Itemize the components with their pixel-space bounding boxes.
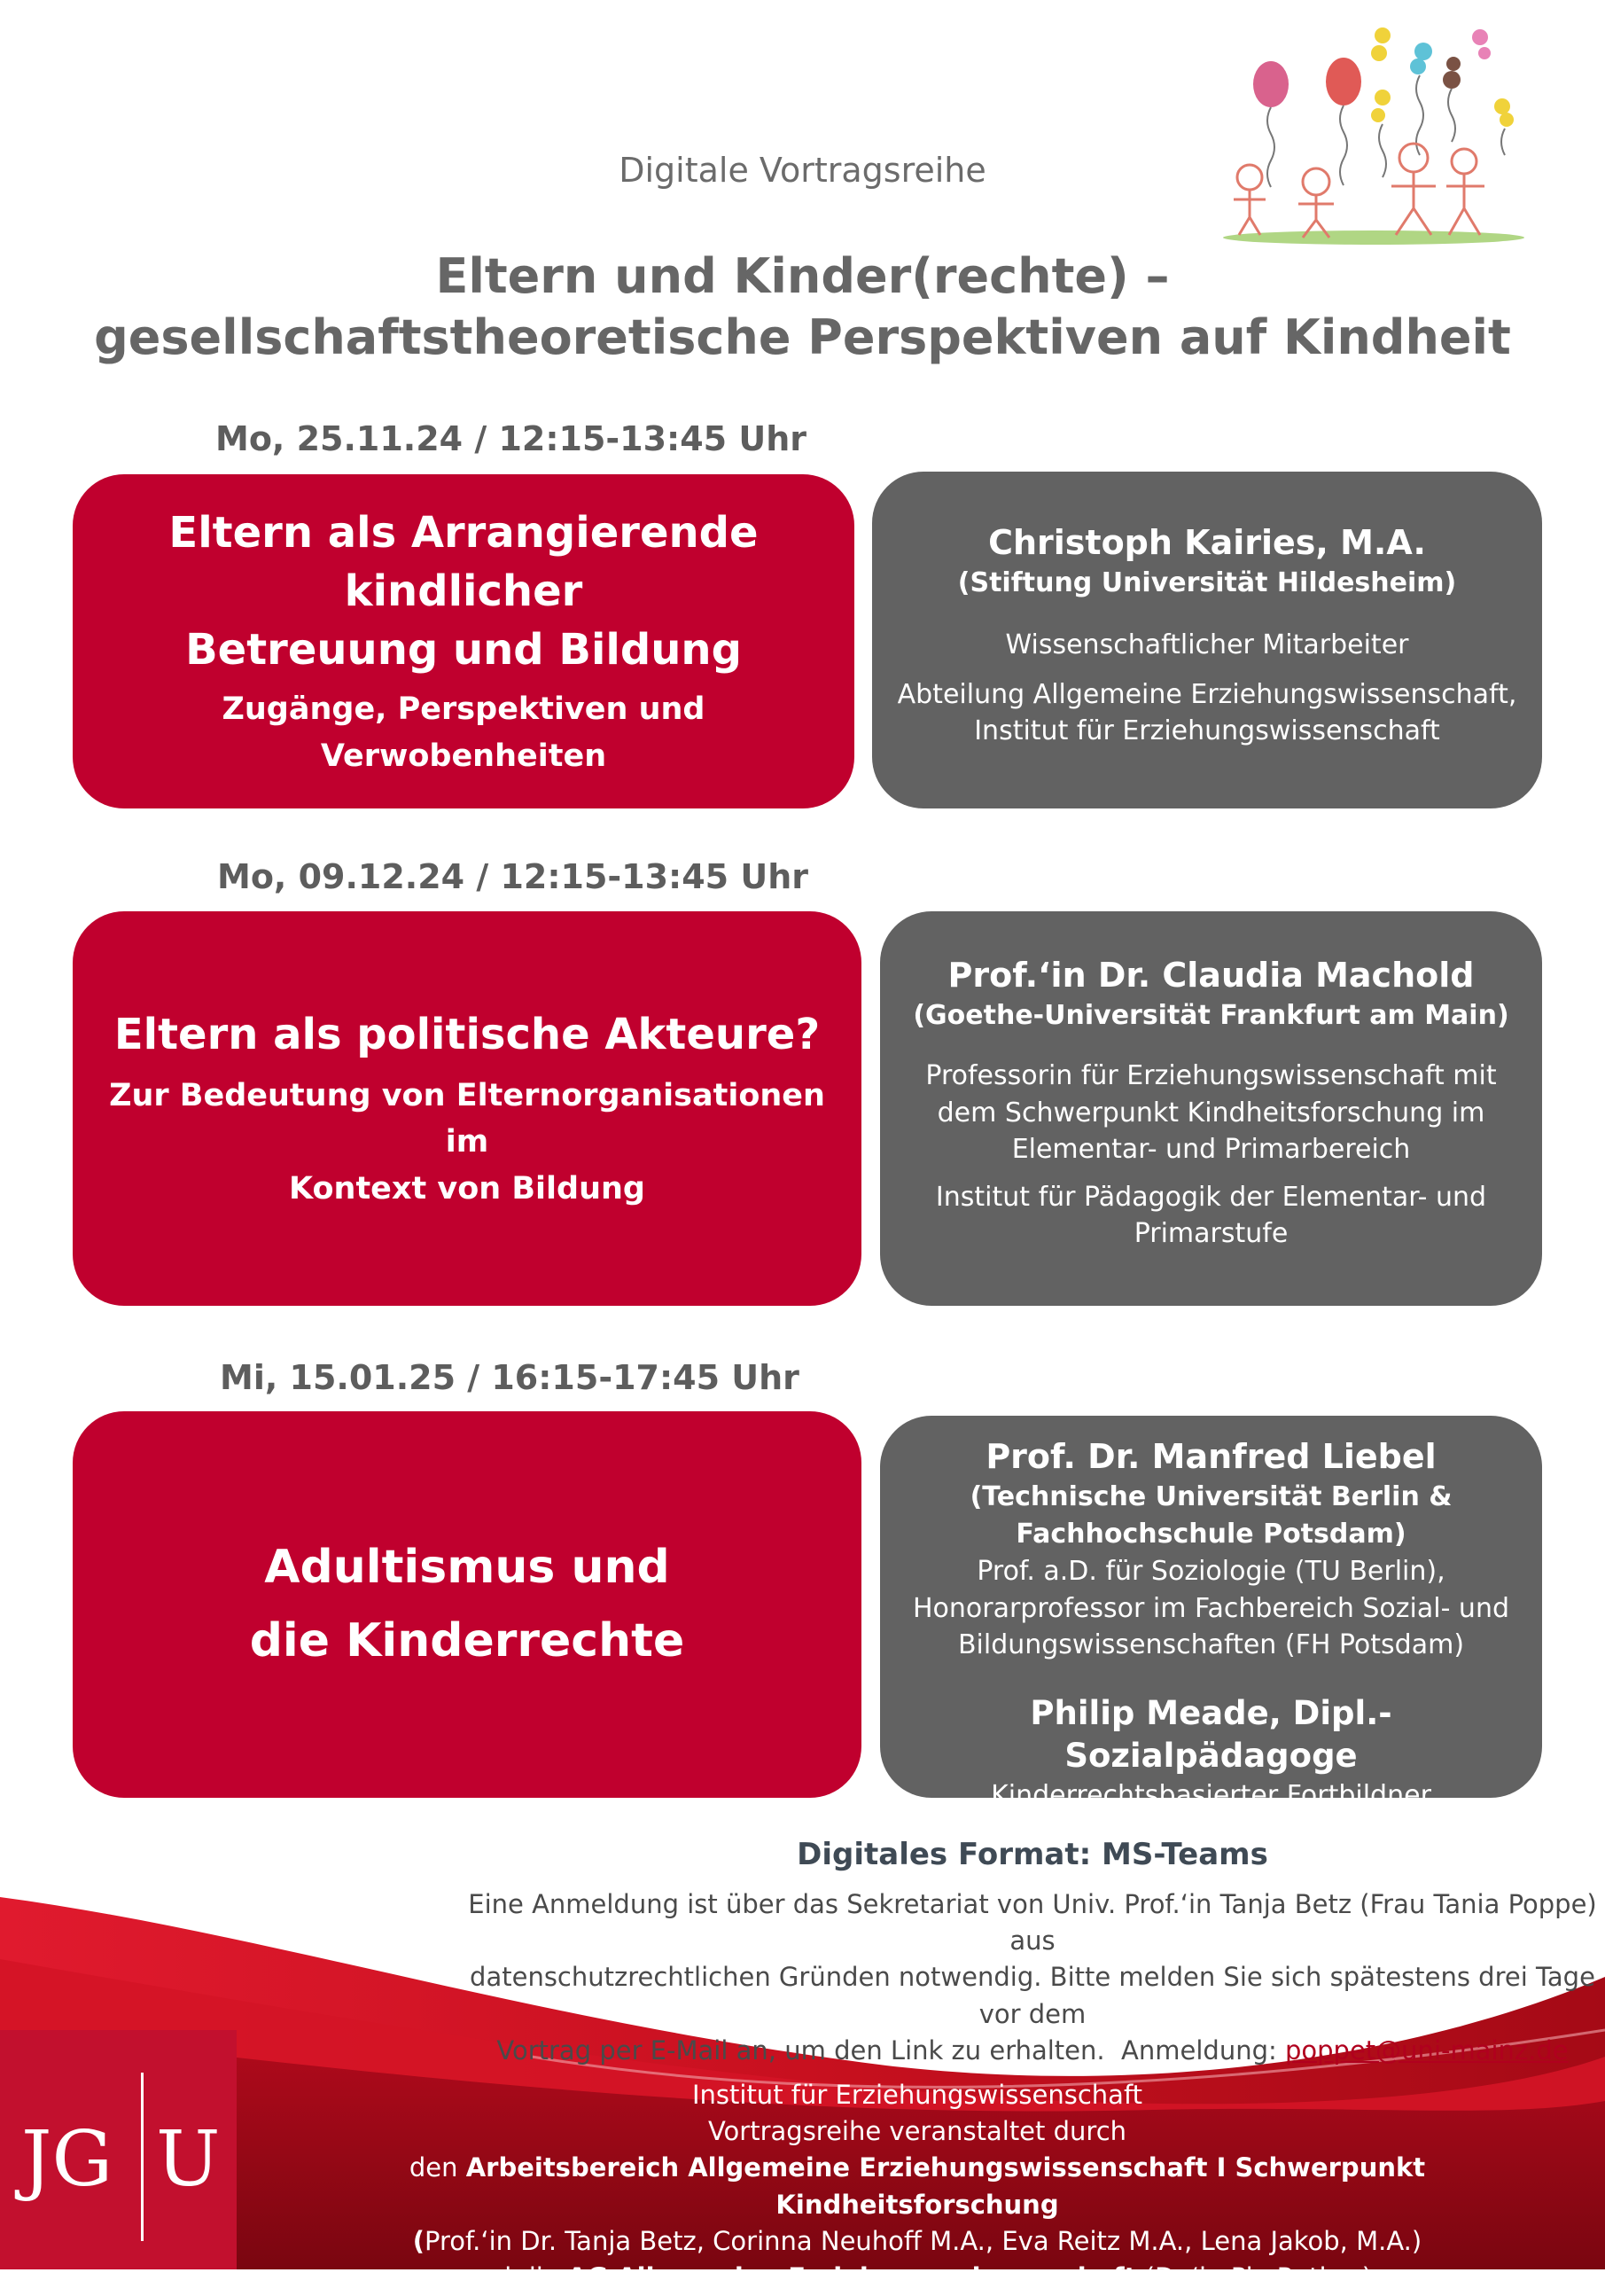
talk-2-speaker-role-line-3: Elementar- und Primarbereich	[1011, 1134, 1411, 1166]
format-heading: Digitales Format: MS-Teams	[797, 1837, 1268, 1872]
talk-1-speaker-dept-line-1: Abteilung Allgemeine Erziehungswissenschaft,	[897, 678, 1517, 710]
logo-divider	[141, 2073, 144, 2241]
talk-2-speaker-role-line-1: Professorin für Erziehungswissenschaft mit	[925, 1060, 1497, 1092]
talk-1-speaker-institution: (Stiftung Universität Hildesheim)	[957, 567, 1457, 599]
logo-text-jg: JG	[21, 2115, 113, 2204]
talk-2-speaker-dept-line-1: Institut für Pädagogik der Elementar- und	[935, 1181, 1487, 1213]
talk-2-subtitle-line-2: Kontext von Bildung	[288, 1170, 645, 1207]
footer-line-5-bold: AG Allgemeine Erziehungswissenschaft	[566, 2261, 1137, 2292]
footer-line-5	[266, 2260, 1569, 2296]
registration-line-3	[461, 2033, 1604, 2069]
talk-2-speaker-name: Prof.‘in Dr. Claudia Machold	[947, 956, 1475, 995]
talk-1-title-box	[73, 474, 854, 808]
series-label: Digitale Vortragsreihe	[619, 151, 986, 190]
footer-line-1: Institut für Erziehungswissenschaft	[691, 2080, 1143, 2110]
talk-2-speaker-institution: (Goethe-Universität Frankfurt am Main)	[913, 1000, 1509, 1032]
talk-2-speaker-dept-line-2: Primarstufe	[1134, 1217, 1289, 1249]
talk-2-title-line-1: Eltern als politische Akteure?	[113, 1009, 821, 1059]
footer-line-4-rest: Prof.‘in Dr. Tanja Betz, Corinna Neuhoff M.A., Eva Reitz M.A., Lena Jakob, M.A.)	[425, 2225, 1422, 2256]
title-line-1: Eltern und Kinder(rechte) –	[435, 248, 1170, 304]
footer-line-4	[266, 2223, 1569, 2260]
talk-1-title-line-2: Betreuung und Bildung	[185, 625, 742, 676]
footer-line-5-suffix: (Dr.‘in Pia Rother)	[1136, 2261, 1373, 2292]
talk-3-speaker-institution-line-2: Fachhochschule Potsdam)	[1016, 1519, 1406, 1550]
footer-line-3-prefix: den	[409, 2152, 466, 2183]
talk-1-datetime: Mo, 25.11.24 / 12:15-13:45 Uhr	[215, 419, 807, 458]
talk-3-speaker-box	[880, 1416, 1542, 1811]
talk-3-speaker-2-role: Kinderrechtsbasierter Fortbildner	[991, 1779, 1431, 1811]
talk-1-speaker-box	[872, 472, 1542, 808]
talk-1-subtitle: Zugänge, Perspektiven und Verwobenheiten	[222, 691, 705, 774]
talk-1-speaker-name: Christoph Kairies, M.A.	[988, 523, 1426, 562]
talk-3-title-box	[73, 1411, 861, 1798]
talk-2-datetime: Mo, 09.12.24 / 12:15-13:45 Uhr	[217, 857, 809, 896]
talk-2-speaker-role-line-2: dem Schwerpunkt Kindheitsforschung im	[937, 1097, 1485, 1128]
talk-2-speaker-box	[880, 911, 1542, 1306]
registration-line-2: datenschutzrechtlichen Gründen notwendig. Bitte melden Sie sich spätestens drei Tage vor dem	[470, 1962, 1595, 2029]
talk-3-speaker-name: Prof. Dr. Manfred Liebel	[986, 1437, 1437, 1476]
talk-3-title-line-1: Adultismus und	[264, 1540, 670, 1594]
footer	[266, 2077, 1569, 2296]
talk-3-speaker-role-line-1: Prof. a.D. für Soziologie (TU Berlin),	[977, 1556, 1445, 1588]
talk-3-speaker-institution-line-1: (Technische Universität Berlin &	[970, 1481, 1453, 1513]
talk-2-title-box	[73, 911, 861, 1306]
talk-1-speaker-dept-line-2: Institut für Erziehungswissenschaft	[974, 715, 1440, 747]
footer-line-4-paren: (	[412, 2225, 425, 2256]
footer-line-3-bold: Arbeitsbereich Allgemeine Erziehungswissenschaft I Schwerpunkt Kindheitsforschung	[465, 2152, 1426, 2220]
talk-1-title-line-1: Eltern als Arrangierende kindlicher	[168, 507, 759, 616]
talk-1-speaker-role: Wissenschaftlicher Mitarbeiter	[1005, 629, 1409, 661]
registration-text	[461, 1886, 1604, 2069]
children-with-balloons-drawing-icon	[1214, 18, 1533, 257]
footer-line-5-prefix: und die	[462, 2261, 567, 2292]
footer-line-3	[266, 2150, 1569, 2222]
talk-3-speaker-role-line-2: Honorarprofessor im Fachbereich Sozial- und	[912, 1592, 1510, 1624]
registration-line-3-text: Vortrag per E-Mail an, um den Link zu erhalten. Anmeldung:	[496, 2034, 1285, 2066]
talk-3-speaker-role-line-3: Bildungswissenschaften (FH Potsdam)	[957, 1629, 1465, 1661]
jgu-logo	[0, 2030, 237, 2269]
page-title	[89, 246, 1516, 368]
logo-text-u: U	[156, 2115, 221, 2204]
talk-3-datetime: Mi, 15.01.25 / 16:15-17:45 Uhr	[220, 1358, 799, 1397]
talk-3-title-line-2: die Kinderrechte	[249, 1614, 685, 1667]
title-line-2: gesellschaftstheoretische Perspektiven auf Kindheit	[94, 308, 1511, 365]
footer-line-2: Vortragsreihe veranstaltet durch	[707, 2116, 1127, 2147]
talk-3-speaker-2-name: Philip Meade, Dipl.-Sozialpädagoge	[1030, 1693, 1392, 1775]
registration-line-1: Eine Anmeldung ist über das Sekretariat von Univ. Prof.‘in Tanja Betz (Frau Tania Poppe) aus	[468, 1889, 1597, 1956]
talk-2-subtitle-line-1: Zur Bedeutung von Elternorganisationen im	[109, 1077, 825, 1160]
registration-email-link[interactable]: poppet@uni-mainz.de	[1285, 2034, 1569, 2066]
